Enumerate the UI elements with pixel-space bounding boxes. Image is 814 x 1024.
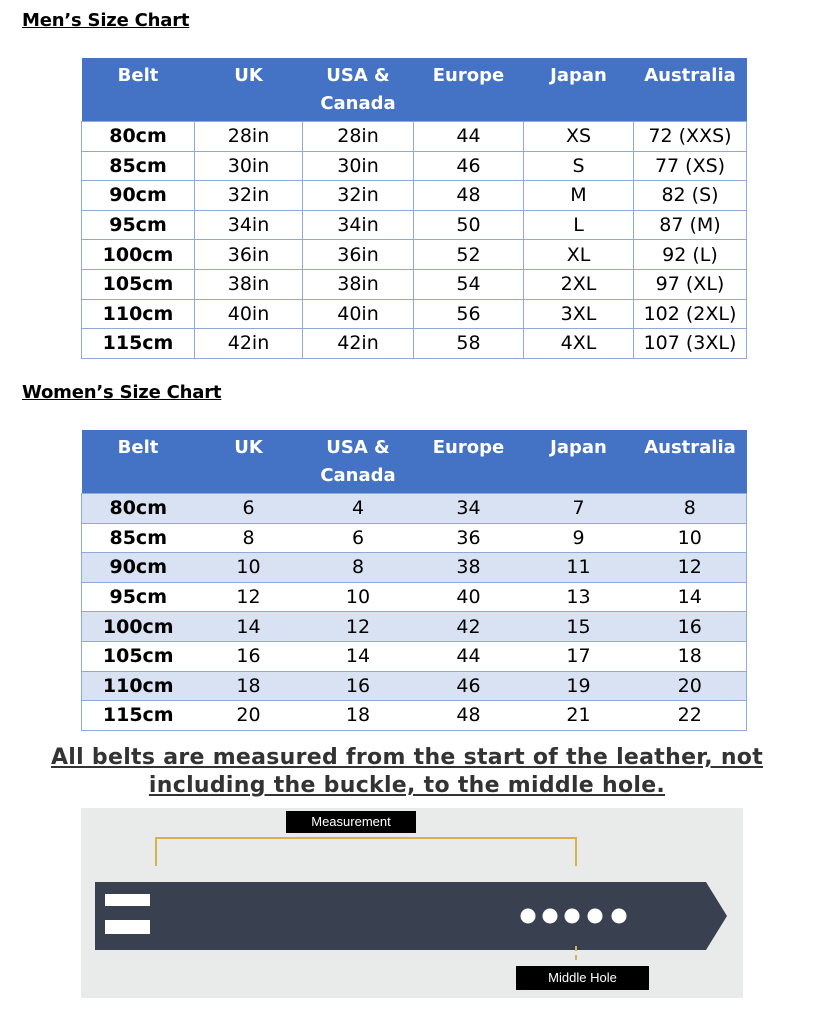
size-cell: 2XL: [524, 269, 634, 299]
belt-size-cell: 110cm: [82, 299, 195, 329]
table-row: [82, 523, 747, 553]
size-cell: 54: [414, 269, 524, 299]
size-cell: 14: [195, 612, 303, 642]
column-header: Australia: [634, 430, 747, 494]
size-cell: 34: [414, 494, 524, 524]
belt-strap: [95, 882, 727, 950]
table-row: [82, 181, 747, 211]
column-header: UK: [195, 430, 303, 494]
table-row: [82, 553, 747, 583]
size-cell: 11: [524, 553, 634, 583]
size-cell: 3XL: [524, 299, 634, 329]
belt-measurement-diagram: [81, 808, 743, 998]
size-cell: 34in: [303, 210, 414, 240]
size-cell: 10: [634, 523, 747, 553]
size-cell: 82 (S): [634, 181, 747, 211]
size-cell: 48: [414, 701, 524, 731]
size-cell: 22: [634, 701, 747, 731]
size-cell: 16: [195, 641, 303, 671]
belt-size-cell: 100cm: [82, 240, 195, 270]
size-cell: 8: [303, 553, 414, 583]
table-row: [82, 299, 747, 329]
table-row: [82, 269, 747, 299]
size-cell: 48: [414, 181, 524, 211]
size-cell: 12: [303, 612, 414, 642]
column-header: Belt: [82, 430, 195, 494]
size-cell: 15: [524, 612, 634, 642]
column-header: Europe: [414, 430, 524, 494]
size-cell: M: [524, 181, 634, 211]
size-cell: 46: [414, 151, 524, 181]
size-cell: 50: [414, 210, 524, 240]
size-cell: 14: [303, 641, 414, 671]
middle-hole-label: Middle Hole: [516, 966, 649, 990]
size-cell: 19: [524, 671, 634, 701]
size-cell: 6: [303, 523, 414, 553]
size-cell: 18: [195, 671, 303, 701]
belt-size-cell: 100cm: [82, 612, 195, 642]
size-cell: 107 (3XL): [634, 329, 747, 359]
size-cell: 38in: [195, 269, 303, 299]
size-cell: 58: [414, 329, 524, 359]
size-cell: 44: [414, 641, 524, 671]
table-header-row: [82, 430, 747, 494]
size-cell: 38in: [303, 269, 414, 299]
belt-size-cell: 115cm: [82, 701, 195, 731]
size-cell: 28in: [303, 122, 414, 152]
size-cell: 42in: [195, 329, 303, 359]
size-cell: 14: [634, 582, 747, 612]
size-cell: XS: [524, 122, 634, 152]
table-header-row: [82, 58, 747, 122]
size-cell: 12: [634, 553, 747, 583]
measurement-bracket: [156, 838, 576, 866]
mens-size-chart-title: Men’s Size Chart: [22, 10, 190, 31]
table-row: [82, 151, 747, 181]
size-cell: L: [524, 210, 634, 240]
size-cell: 4XL: [524, 329, 634, 359]
size-cell: 6: [195, 494, 303, 524]
belt-size-cell: 95cm: [82, 582, 195, 612]
size-cell: 16: [634, 612, 747, 642]
size-cell: 36in: [195, 240, 303, 270]
size-cell: 38: [414, 553, 524, 583]
womens-size-table: [81, 430, 747, 731]
size-cell: S: [524, 151, 634, 181]
belt-size-cell: 80cm: [82, 122, 195, 152]
buckle-icon: [95, 882, 155, 950]
column-header: Japan: [524, 58, 634, 122]
size-cell: 18: [303, 701, 414, 731]
size-cell: 44: [414, 122, 524, 152]
size-cell: 34in: [195, 210, 303, 240]
size-cell: 72 (XXS): [634, 122, 747, 152]
size-cell: 40in: [303, 299, 414, 329]
size-cell: 30in: [303, 151, 414, 181]
column-header: Japan: [524, 430, 634, 494]
size-cell: 97 (XL): [634, 269, 747, 299]
size-cell: 56: [414, 299, 524, 329]
size-cell: 21: [524, 701, 634, 731]
table-row: [82, 240, 747, 270]
table-row: [82, 329, 747, 359]
belt-size-cell: 85cm: [82, 523, 195, 553]
belt-size-cell: 105cm: [82, 641, 195, 671]
table-row: [82, 701, 747, 731]
size-cell: 42in: [303, 329, 414, 359]
size-cell: 20: [634, 671, 747, 701]
mens-size-table: [81, 58, 747, 359]
table-row: [82, 612, 747, 642]
size-cell: 7: [524, 494, 634, 524]
size-cell: 9: [524, 523, 634, 553]
size-cell: 40: [414, 582, 524, 612]
size-cell: 36in: [303, 240, 414, 270]
size-cell: 17: [524, 641, 634, 671]
size-cell: 52: [414, 240, 524, 270]
measurement-label: Measurement: [286, 811, 416, 833]
table-row: [82, 122, 747, 152]
size-cell: XL: [524, 240, 634, 270]
column-header: USA & Canada: [303, 58, 414, 122]
table-row: [82, 210, 747, 240]
belt-size-cell: 115cm: [82, 329, 195, 359]
size-cell: 32in: [195, 181, 303, 211]
size-cell: 87 (M): [634, 210, 747, 240]
size-cell: 8: [195, 523, 303, 553]
size-cell: 92 (L): [634, 240, 747, 270]
table-row: [82, 641, 747, 671]
size-cell: 77 (XS): [634, 151, 747, 181]
size-cell: 36: [414, 523, 524, 553]
size-cell: 40in: [195, 299, 303, 329]
table-row: [82, 671, 747, 701]
size-cell: 4: [303, 494, 414, 524]
belt-size-cell: 90cm: [82, 553, 195, 583]
belt-size-cell: 95cm: [82, 210, 195, 240]
measurement-notice: [0, 744, 814, 800]
column-header: UK: [195, 58, 303, 122]
size-cell: 10: [195, 553, 303, 583]
size-cell: 18: [634, 641, 747, 671]
notice-line-2: including the buckle, to the middle hole.: [148, 773, 666, 798]
belt-size-cell: 90cm: [82, 181, 195, 211]
belt-size-cell: 80cm: [82, 494, 195, 524]
column-header: Australia: [634, 58, 747, 122]
size-cell: 12: [195, 582, 303, 612]
size-cell: 13: [524, 582, 634, 612]
size-cell: 42: [414, 612, 524, 642]
womens-size-chart-title: Women’s Size Chart: [22, 382, 222, 403]
size-cell: 16: [303, 671, 414, 701]
table-row: [82, 494, 747, 524]
column-header: Belt: [82, 58, 195, 122]
size-cell: 28in: [195, 122, 303, 152]
size-cell: 20: [195, 701, 303, 731]
size-cell: 32in: [303, 181, 414, 211]
column-header: Europe: [414, 58, 524, 122]
size-cell: 8: [634, 494, 747, 524]
belt-size-cell: 85cm: [82, 151, 195, 181]
size-cell: 30in: [195, 151, 303, 181]
belt-size-cell: 110cm: [82, 671, 195, 701]
size-cell: 102 (2XL): [634, 299, 747, 329]
size-cell: 10: [303, 582, 414, 612]
notice-line-1: All belts are measured from the start of the leather, not: [50, 745, 764, 770]
belt-size-cell: 105cm: [82, 269, 195, 299]
size-cell: 46: [414, 671, 524, 701]
column-header: USA & Canada: [303, 430, 414, 494]
table-row: [82, 582, 747, 612]
